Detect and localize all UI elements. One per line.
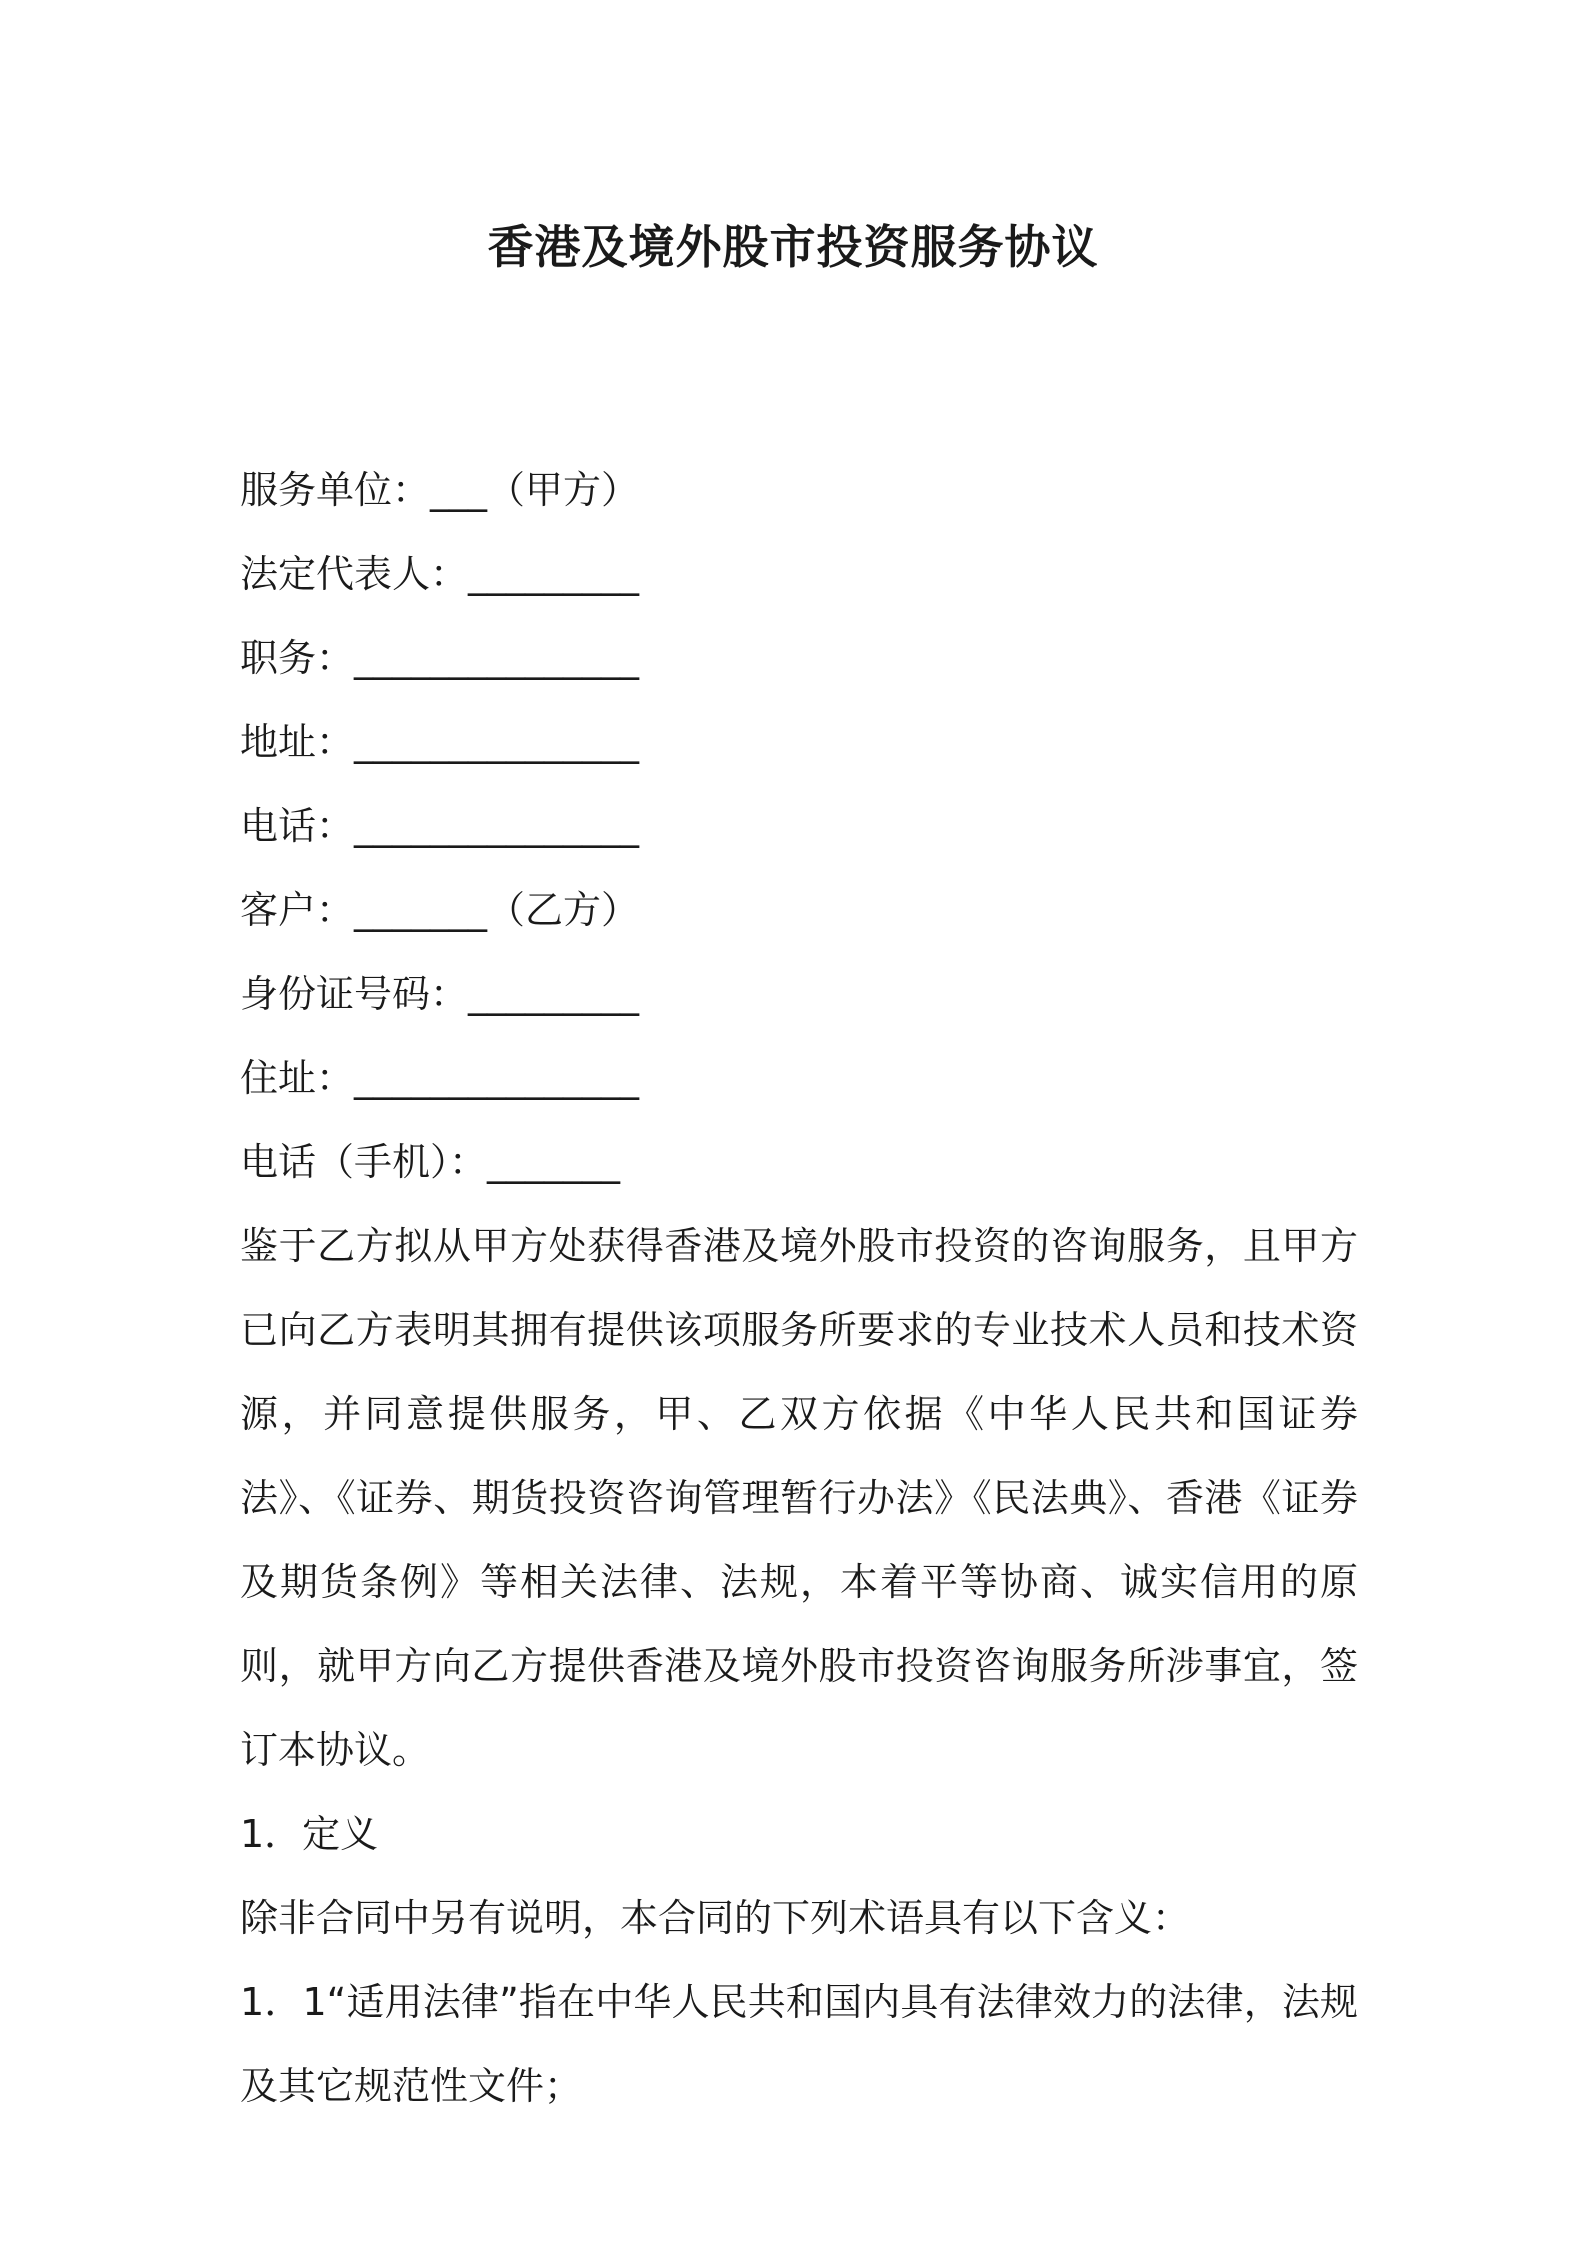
- field-client: 客户：_______（乙方）: [240, 888, 640, 932]
- section-1-intro: 除非合同中另有说明，本合同的下列术语具有以下含义：: [240, 1896, 1191, 1940]
- section-1-heading: 1．定义: [240, 1812, 379, 1856]
- document-body: [240, 448, 1360, 2128]
- field-residence: 住址：_______________: [240, 1056, 640, 1100]
- document-title: 香港及境外股市投资服务协议: [487, 220, 1099, 274]
- field-position: 职务：_______________: [240, 636, 640, 680]
- field-address: 地址：_______________: [240, 720, 640, 764]
- field-mobile-phone: 电话（手机）：_______: [240, 1140, 621, 1184]
- field-legal-representative: 法定代表人：_________: [240, 552, 640, 596]
- clause-1-1: 1．1“适用法律”指在中华人民共和国内具有法律效力的法律，法规及其它规范性文件；: [240, 1980, 1358, 2108]
- field-phone: 电话：_______________: [240, 804, 640, 848]
- field-id-number: 身份证号码：_________: [240, 972, 640, 1016]
- preamble-paragraph: 鉴于乙方拟从甲方处获得香港及境外股市投资的咨询服务，且甲方已向乙方表明其拥有提供该项服务所要求的专业技术人员和技术资源，并同意提供服务，甲、乙双方依据《中华人民共和国证券法》、《证券、期货投资咨询管理暂行办法》《民法典》、香港《证券及期货条例》等相关法律、法规，本着平等协商、诚实信用的原则，就甲方向乙方提供香港及境外股市投资咨询服务所涉事宜，签订本协议。: [240, 1224, 1358, 1772]
- field-service-unit: 服务单位：___（甲方）: [240, 468, 640, 512]
